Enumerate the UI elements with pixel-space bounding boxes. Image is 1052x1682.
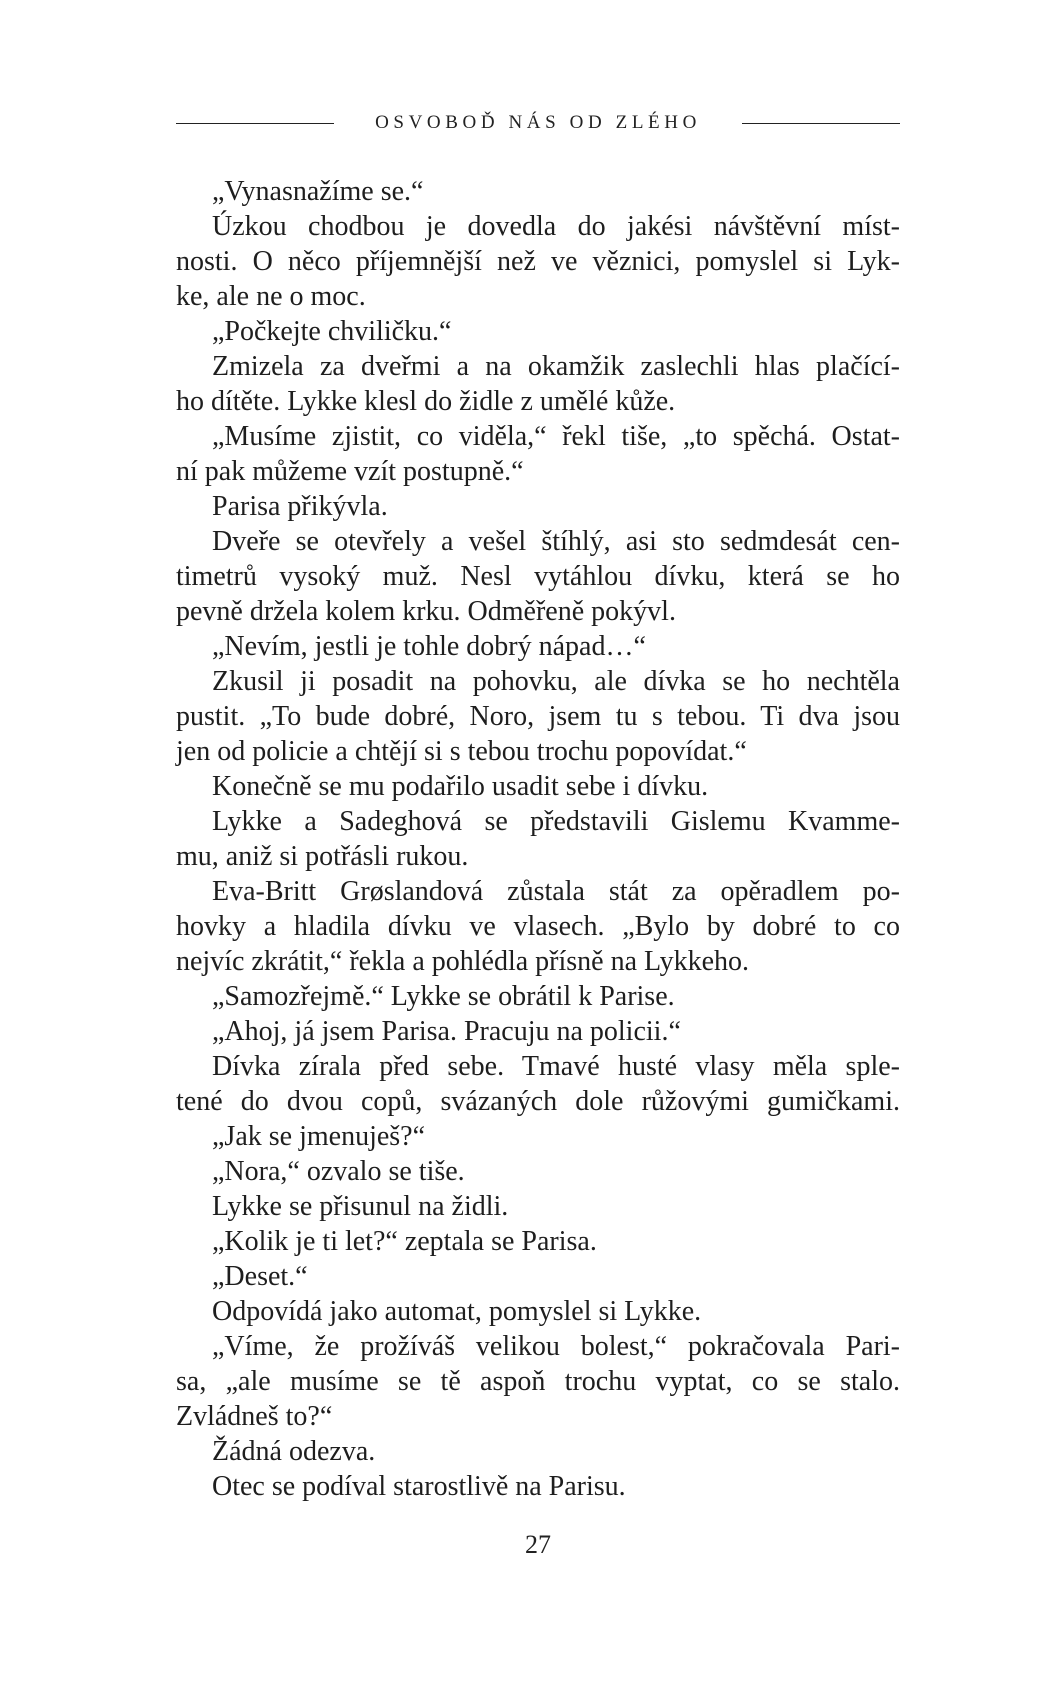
text-line: nosti. O něco příjemnější než ve věznici, pomyslel si Lyk- bbox=[176, 246, 900, 277]
text-line: „Musíme zjistit, co viděla,“ řekl tiše, „to spěchá. Ostat- bbox=[212, 421, 900, 452]
text-line: timetrů vysoký muž. Nesl vytáhlou dívku, která se ho bbox=[176, 561, 900, 592]
text-line: Dveře se otevřely a vešel štíhlý, asi sto sedmdesát cen- bbox=[212, 526, 900, 557]
text-line: Eva-Britt Grøslandová zůstala stát za opěradlem po- bbox=[212, 876, 900, 907]
text-line: „Nora,“ ozvalo se tiše. bbox=[212, 1156, 465, 1187]
text-line: „Ahoj, já jsem Parisa. Pracuju na policii.“ bbox=[212, 1016, 681, 1047]
text-line: Otec se podíval starostlivě na Parisu. bbox=[212, 1471, 626, 1502]
running-head bbox=[176, 108, 900, 138]
running-head-rule-right bbox=[742, 123, 900, 124]
text-line: „Deset.“ bbox=[212, 1261, 308, 1292]
text-line: „Počkejte chviličku.“ bbox=[212, 316, 452, 347]
text-line: tené do dvou copů, svázaných dole růžovými gumičkami. bbox=[176, 1086, 900, 1117]
text-line: Odpovídá jako automat, pomyslel si Lykke. bbox=[212, 1296, 702, 1327]
text-line: Žádná odezva. bbox=[212, 1436, 376, 1467]
text-line: „Vynasnažíme se.“ bbox=[212, 176, 424, 207]
text-line: hovky a hladila dívku ve vlasech. „Bylo by dobré to co bbox=[176, 911, 900, 942]
text-line: Zvládneš to?“ bbox=[176, 1401, 333, 1432]
text-line: Zmizela za dveřmi a na okamžik zaslechli hlas plačící- bbox=[212, 351, 900, 382]
text-line: „Nevím, jestli je tohle dobrý nápad…“ bbox=[212, 631, 646, 662]
text-line: sa, „ale musíme se tě aspoň trochu vyptat, co se stalo. bbox=[176, 1366, 900, 1397]
text-line: Parisa přikývla. bbox=[212, 491, 388, 522]
running-head-rule-left bbox=[176, 123, 334, 124]
text-line: nejvíc zkrátit,“ řekla a pohlédla přísně na Lykkeho. bbox=[176, 946, 750, 977]
text-line: „Samozřejmě.“ Lykke se obrátil k Parise. bbox=[212, 981, 675, 1012]
text-line: „Jak se jmenuješ?“ bbox=[212, 1121, 426, 1152]
text-line: mu, aniž si potřásli rukou. bbox=[176, 841, 469, 872]
text-line: Lykke se přisunul na židli. bbox=[212, 1191, 509, 1222]
text-line: Úzkou chodbou je dovedla do jakési návštěvní míst- bbox=[212, 211, 900, 242]
text-line: ho dítěte. Lykke klesl do židle z umělé kůže. bbox=[176, 386, 676, 417]
text-line: jen od policie a chtějí si s tebou trochu popovídat.“ bbox=[176, 736, 747, 767]
text-line: ke, ale ne o moc. bbox=[176, 281, 366, 312]
text-line: „Víme, že prožíváš velikou bolest,“ pokračovala Pari- bbox=[212, 1331, 900, 1362]
running-head-title: OSVOBOĎ NÁS OD ZLÉHO bbox=[375, 112, 701, 133]
text-line: pustit. „To bude dobré, Noro, jsem tu s tebou. Ti dva jsou bbox=[176, 701, 900, 732]
text-line: ní pak můžeme vzít postupně.“ bbox=[176, 456, 524, 487]
text-line: „Kolik je ti let?“ zeptala se Parisa. bbox=[212, 1226, 597, 1257]
page-number: 27 bbox=[525, 1530, 551, 1559]
text-line: Lykke a Sadeghová se představili Gislemu Kvamme- bbox=[212, 806, 900, 837]
text-line: Konečně se mu podařilo usadit sebe i dívku. bbox=[212, 771, 709, 802]
body-text bbox=[176, 174, 900, 1504]
text-line: Zkusil ji posadit na pohovku, ale dívka se ho nechtěla bbox=[212, 666, 900, 697]
text-line: pevně držela kolem krku. Odměřeně pokývl. bbox=[176, 596, 676, 627]
text-line: Dívka zírala před sebe. Tmavé husté vlasy měla sple- bbox=[212, 1051, 900, 1082]
